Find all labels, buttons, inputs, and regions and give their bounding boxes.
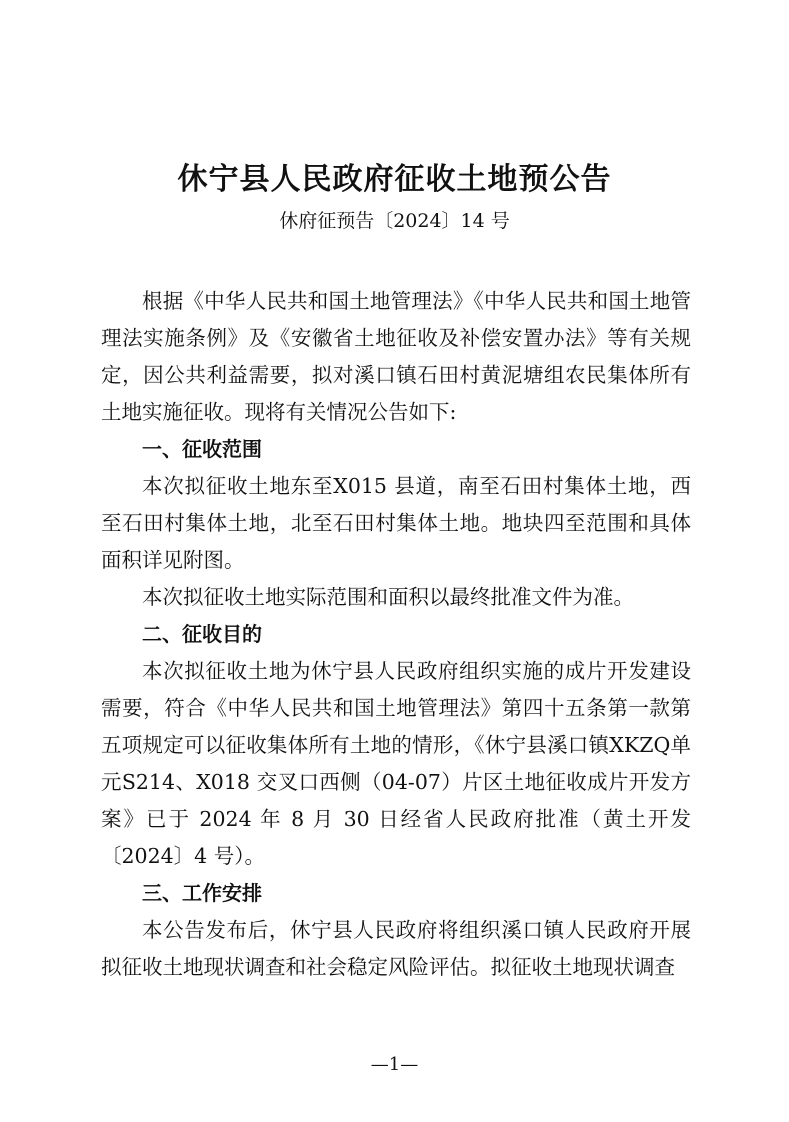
document-number: 休府征预告〔2024〕14 号 [279, 210, 510, 232]
section-heading-purpose: 二、征收目的 [142, 622, 262, 646]
page-title: 休宁县人民政府征收土地预公告 [177, 162, 612, 197]
purpose-paragraph: 本次拟征收土地为休宁县人民政府组织实施的成片开发建设需要，符合《中华人民共和国土地管理法》第四十五条第一款第五项规定可以征收集体所有土地的情形，《休宁县溪口镇XKZQ单元S214、X018 交叉口西侧（04-07）片区土地征收成片开发方案》已于 2024 年 8 月 30 日经省人民政府批准（黄土开发〔2024〕4 号）。 [101, 659, 691, 868]
intro-paragraph: 根据《中华人民共和国土地管理法》《中华人民共和国土地管理法实施条例》及《安徽省土地征收及补偿安置办法》等有关规定，因公共利益需要，拟对溪口镇石田村黄泥塘组农民集体所有土地实施征收。现将有关情况公告如下: [101, 289, 691, 424]
scope-paragraph-1: 本次拟征收土地东至X015 县道，南至石田村集体土地，西至石田村集体土地，北至石田村集体土地。地块四至范围和具体面积详见附图。 [101, 474, 691, 572]
section-heading-arrangement: 三、工作安排 [142, 881, 262, 905]
scope-paragraph-2: 本次拟征收土地实际范围和面积以最终批准文件为准。 [142, 585, 634, 609]
document-body [101, 283, 691, 986]
page-number: —1— [370, 1054, 419, 1075]
section-heading-scope: 一、征收范围 [142, 437, 262, 461]
arrangement-paragraph: 本公告发布后，休宁县人民政府将组织溪口镇人民政府开展拟征收土地现状调查和社会稳定风险评估。拟征收土地现状调查 [101, 918, 691, 979]
